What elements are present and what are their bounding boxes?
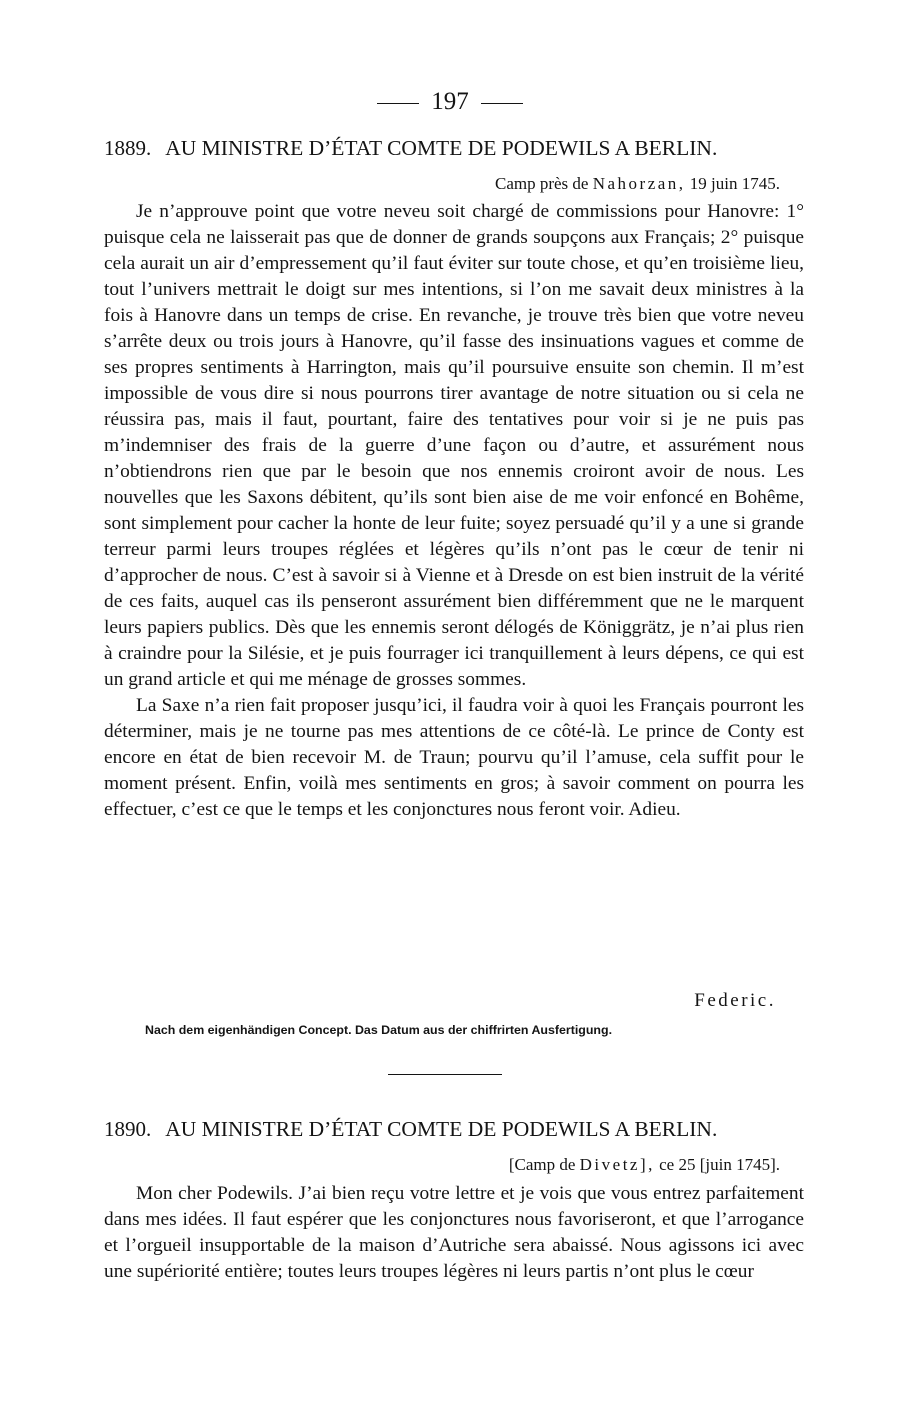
letter-1890-body	[104, 1181, 804, 1285]
dateline-date: 19 juin 1745.	[689, 174, 780, 193]
dateline-prefix: [Camp de	[508, 1155, 576, 1174]
letter-heading: AU MINISTRE D’ÉTAT COMTE DE PODEWILS A BERLIN.	[165, 1117, 718, 1141]
header-dash-left	[377, 103, 419, 104]
letter-1890-dateline	[509, 1153, 780, 1177]
letter-paragraph: Mon cher Podewils. J’ai bien reçu votre lettre et je vois que vous entrez parfaitement dans mes idées. Il faut espérer que les conjonctures nous favoriseront, et que l’arrogance et l’orgueil insupportable de la maison d’Autriche sera abaissé. Nous agissons ici avec une supériorité entière; toutes leurs troupes légères ni leurs partis n’ont plus le cœur	[104, 1183, 804, 1282]
letter-heading: AU MINISTRE D’ÉTAT COMTE DE PODEWILS A BERLIN.	[165, 136, 718, 160]
letter-signature: Federic.	[694, 990, 776, 1011]
letter-number: 1889.	[104, 136, 152, 160]
letter-1889-dateline	[495, 172, 780, 196]
page-number: 197	[431, 88, 469, 115]
editorial-note: Nach dem eigenhändigen Concept. Das Datum aus der chiffrirten Ausfertigung.	[145, 1023, 613, 1037]
header-dash-right	[481, 103, 523, 104]
letter-1890-title	[104, 1115, 804, 1143]
page-header	[0, 86, 900, 118]
letter-1889-title	[104, 134, 804, 162]
dateline-date: ce 25 [juin 1745].	[659, 1155, 780, 1174]
section-divider	[388, 1074, 502, 1075]
letter-number: 1890.	[104, 1117, 152, 1141]
dateline-prefix: Camp près de	[494, 174, 589, 193]
letter-1889-body	[104, 199, 804, 823]
letter-paragraph: Je n’approuve point que votre neveu soit chargé de commissions pour Hanovre: 1° puisque cela ne laisserait pas que de donner de grands soupçons aux Français; 2° puisque cela aurait un air d’empressement qu’il faut éviter sur toute chose, et qu’en troisième lieu, tout l’univers mettrait le doigt sur mes intentions, si l’on me savait deux ministres à la fois à Hanovre dans un temps de crise. En revanche, je trouve très bien que votre neveu s’arrête deux ou trois jours à Hanovre, qu’il fasse des insinuations vagues et comme de ses propres sentiments à Harrington, mais qu’il poursuive ensuite son chemin. Il m’est impossible de vous dire si nous pourrons tirer avantage de notre situation ou si cela ne réussira pas, mais il faut, pourtant, faire des tentatives pour voir si je ne puis pas m’indemniser des frais de la guerre d’une façon ou d’autre, et assurément nous n’obtiendrons rien que par le besoin que nos ennemis croiront avoir de nous. Les nouvelles que les Saxons débitent, qu’ils sont bien aise de me voir enfoncé en Bohême, sont simplement pour cacher la honte de leur fuite; soyez persuadé qu’il y a une si grande terreur parmi leurs troupes réglées et légères qu’ils n’ont pas le cœur de tenir ni d’approcher de nous. C’est à savoir si à Vienne et à Dresde on est bien instruit de la vérité de ces faits, auquel cas ils penseront assurément bien différemment que ne le marquent leurs papiers publics. Dès que les ennemis seront délogés de Königgrätz, je n’ai plus rien à craindre pour la Silésie, et je puis fourrager ici tranquillement à leurs dépens, ce qui est un grand article et qui me ménage de grosses sommes.	[104, 201, 804, 690]
dateline-place: Divetz],	[579, 1155, 655, 1174]
letter-paragraph: La Saxe n’a rien fait proposer jusqu’ici, il faudra voir à quoi les Français pourront les déterminer, mais je ne tourne pas mes attentions de ce côté-là. Le prince de Conty est encore en état de bien recevoir M. de Traun; pourvu qu’il l’amuse, cela suffit pour le moment présent. Enfin, voilà mes sentiments en gros; à savoir comment on pourra les effectuer, c’est ce que le temps et les conjonctures nous feront voir. Adieu.	[104, 695, 804, 820]
dateline-place: Nahorzan,	[592, 174, 686, 193]
